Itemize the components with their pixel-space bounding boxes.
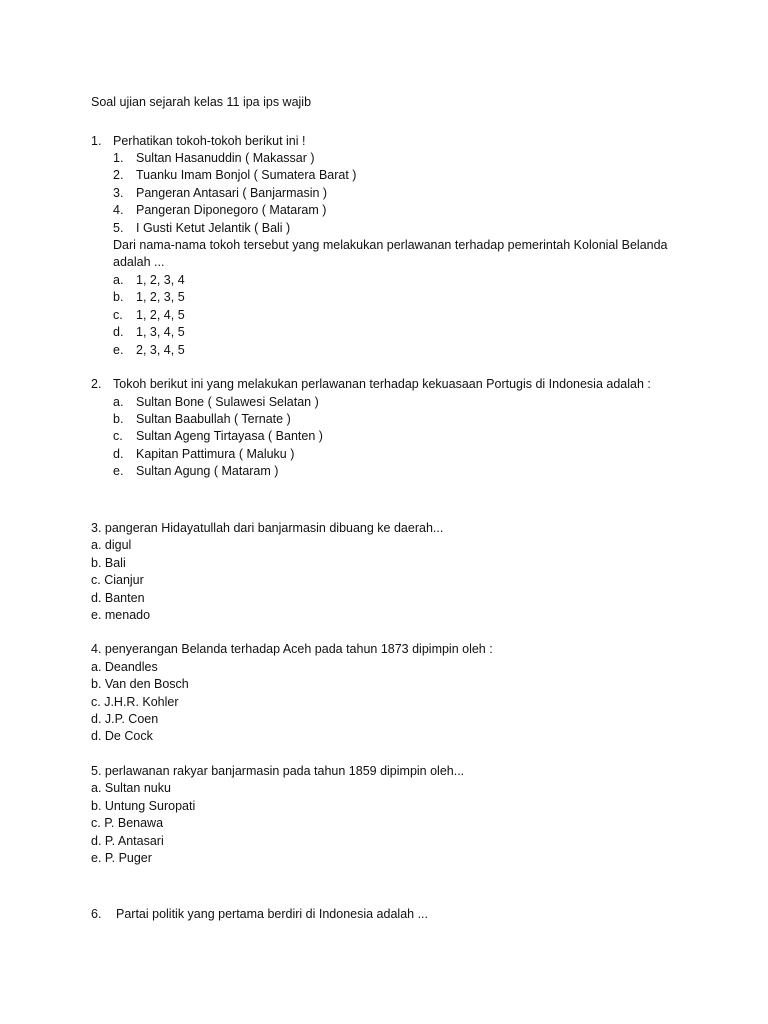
option-letter: b. (113, 290, 124, 304)
option-letter: a. (113, 395, 124, 409)
list-item: I Gusti Ketut Jelantik ( Bali ) (136, 221, 291, 235)
option-text: b. Bali (91, 556, 126, 570)
document-title: Soal ujian sejarah kelas 11 ipa ips wajib (91, 95, 312, 109)
option-letter: c. (113, 308, 123, 322)
option-text: e. P. Puger (91, 851, 152, 865)
question-text: 4. penyerangan Belanda terhadap Aceh pada tahun 1873 dipimpin oleh : (91, 642, 493, 656)
question-prompt: adalah ... (113, 255, 165, 269)
list-item-number: 3. (113, 186, 124, 200)
option-text: d. J.P. Coen (91, 712, 159, 726)
option-text: 1, 3, 4, 5 (136, 325, 185, 339)
option-letter: a. (113, 273, 124, 287)
option-text: a. Deandles (91, 660, 158, 674)
option-text: 2, 3, 4, 5 (136, 343, 185, 357)
option-text: c. Cianjur (91, 573, 144, 587)
question-prompt: Dari nama-nama tokoh tersebut yang melakukan perlawanan terhadap pemerintah Kolonial Belanda (113, 238, 668, 252)
option-text: c. J.H.R. Kohler (91, 695, 179, 709)
question-text: 3. pangeran Hidayatullah dari banjarmasin dibuang ke daerah... (91, 521, 444, 535)
option-text: c. P. Benawa (91, 816, 164, 830)
option-text: Sultan Ageng Tirtayasa ( Banten ) (136, 429, 323, 443)
option-letter: d. (113, 447, 124, 461)
question-number: 6. (91, 907, 102, 921)
option-text: d. De Cock (91, 729, 153, 743)
option-text: 1, 2, 3, 4 (136, 273, 185, 287)
list-item: Pangeran Diponegoro ( Mataram ) (136, 203, 327, 217)
option-text: a. digul (91, 538, 132, 552)
option-text: Kapitan Pattimura ( Maluku ) (136, 447, 295, 461)
question-text: Perhatikan tokoh-tokoh berikut ini ! (113, 134, 306, 148)
list-item-number: 1. (113, 151, 124, 165)
option-letter: d. (113, 325, 124, 339)
option-text: a. Sultan nuku (91, 781, 171, 795)
list-item-number: 5. (113, 221, 124, 235)
option-text: b. Van den Bosch (91, 677, 189, 691)
option-letter: c. (113, 429, 123, 443)
list-item-number: 2. (113, 168, 124, 182)
question-text: 5. perlawanan rakyar banjarmasin pada tahun 1859 dipimpin oleh... (91, 764, 465, 778)
option-text: e. menado (91, 608, 151, 622)
question-text: Tokoh berikut ini yang melakukan perlawanan terhadap kekuasaan Portugis di Indonesia adalah : (113, 377, 651, 391)
option-text: d. P. Antasari (91, 834, 164, 848)
option-text: 1, 2, 3, 5 (136, 290, 185, 304)
question-number: 1. (91, 134, 102, 148)
list-item: Pangeran Antasari ( Banjarmasin ) (136, 186, 328, 200)
option-text: b. Untung Suropati (91, 799, 196, 813)
question-text: Partai politik yang pertama berdiri di Indonesia adalah ... (116, 907, 428, 921)
list-item: Tuanku Imam Bonjol ( Sumatera Barat ) (136, 168, 357, 182)
option-text: Sultan Agung ( Mataram ) (136, 464, 279, 478)
option-text: Sultan Bone ( Sulawesi Selatan ) (136, 395, 319, 409)
option-text: Sultan Baabullah ( Ternate ) (136, 412, 291, 426)
option-letter: b. (113, 412, 124, 426)
option-letter: e. (113, 464, 124, 478)
option-text: d. Banten (91, 591, 145, 605)
option-text: 1, 2, 4, 5 (136, 308, 185, 322)
list-item-number: 4. (113, 203, 124, 217)
question-number: 2. (91, 377, 102, 391)
option-letter: e. (113, 343, 124, 357)
list-item: Sultan Hasanuddin ( Makassar ) (136, 151, 315, 165)
